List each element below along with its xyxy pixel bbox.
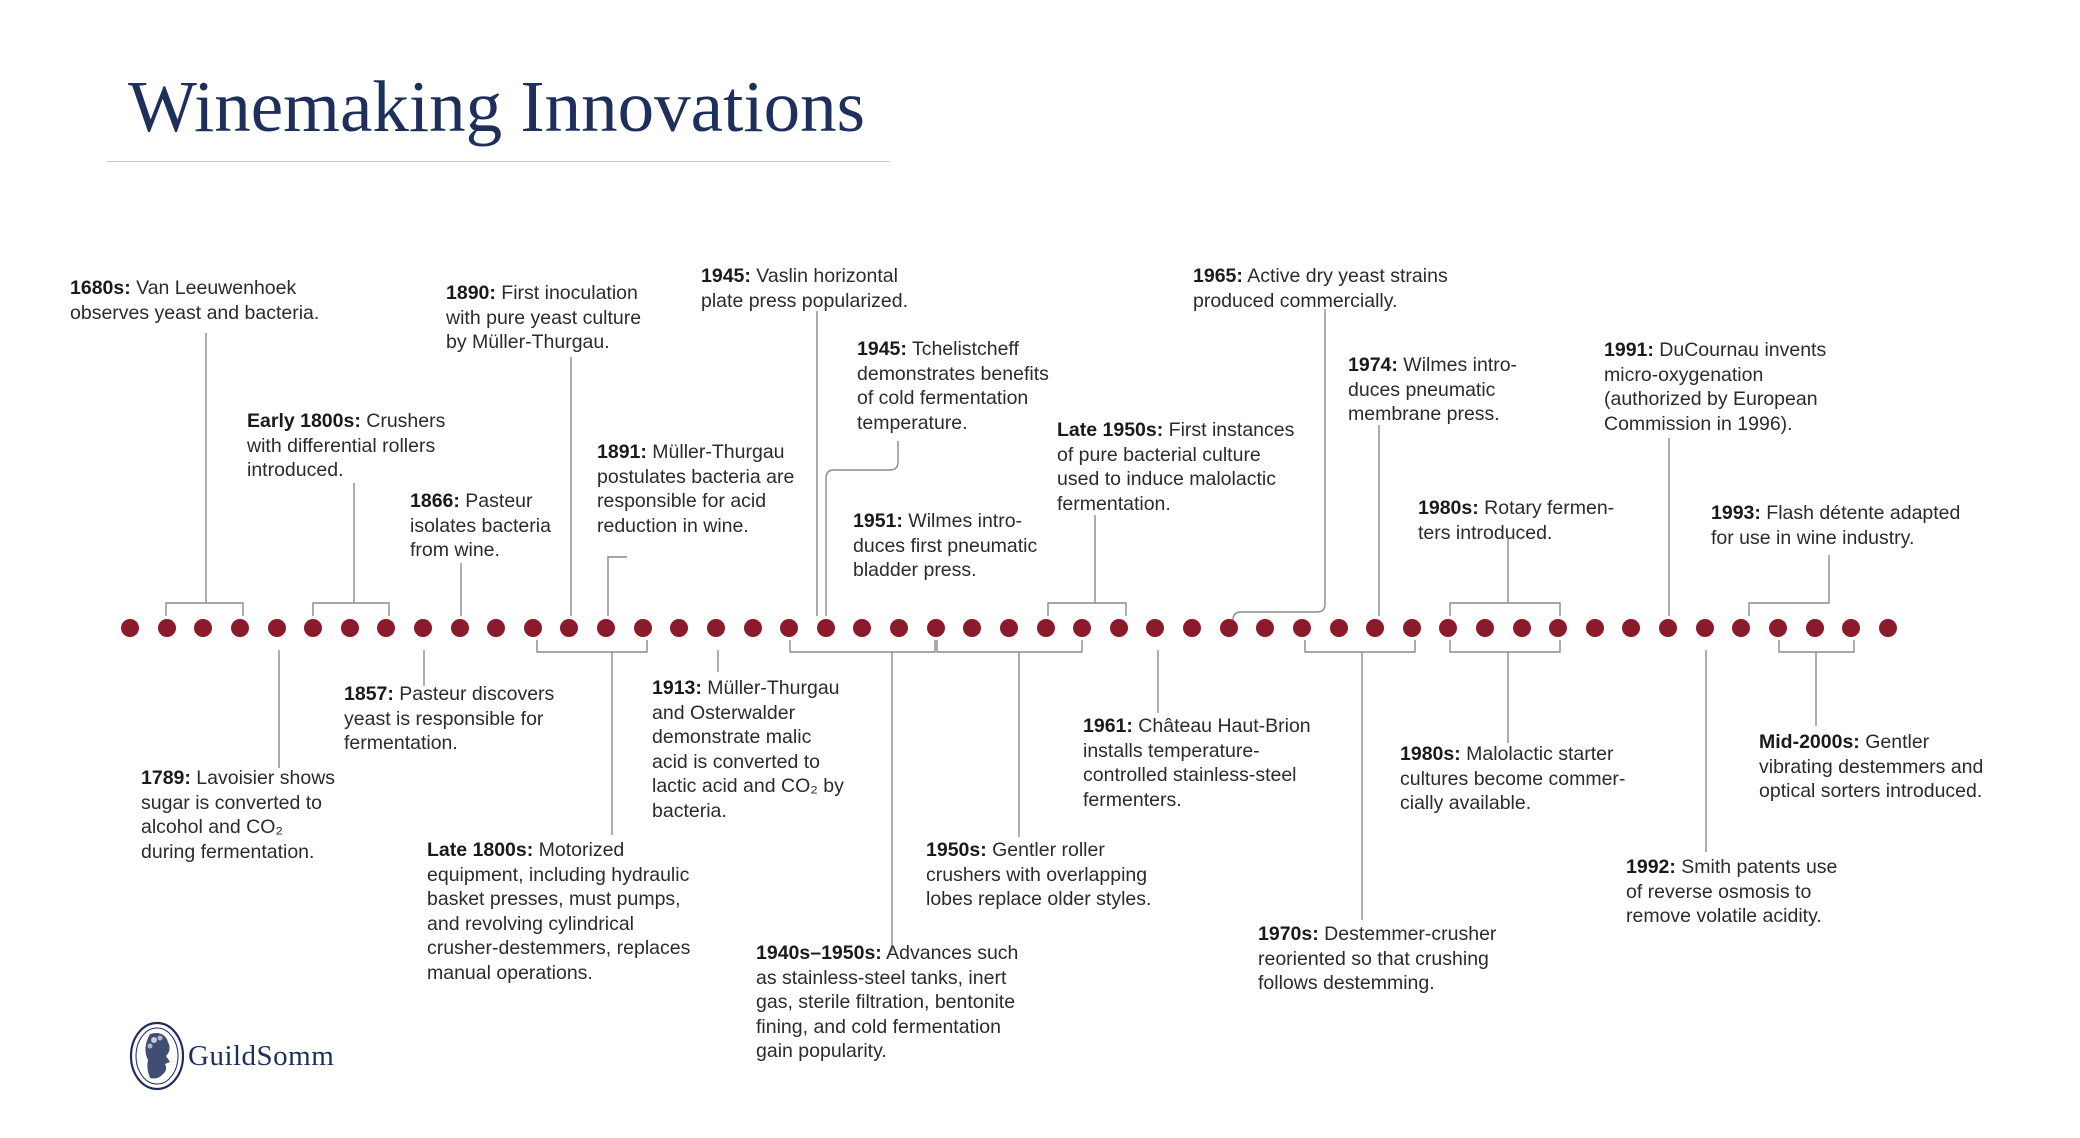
event-text: Active dry yeast strains [1247,265,1448,287]
event-text: demonstrates benefits [857,362,1049,385]
event-first-line [410,489,551,514]
event-text: for use in wine industry. [1711,526,1915,549]
event-text: Gentler roller [992,839,1105,861]
event-late-1800s [427,838,690,985]
event-text: isolates bacteria [410,514,551,537]
connector-1980s-malolactic [1450,640,1560,743]
event-text: bladder press. [853,559,977,581]
event-text: duces first pneumatic [853,534,1038,557]
event-1913 [652,676,844,823]
event-text: responsible for acid [597,490,767,512]
event-text: duces pneumatic [1348,378,1496,401]
event-text: Van Leeuwenhoek [136,277,297,299]
connector-1891 [608,557,627,616]
event-text: Lavoisier shows [196,767,336,789]
event-1945-vaslin [701,264,908,313]
event-text: Malolactic starter [1466,743,1614,765]
event-1980s-rotary [1418,496,1614,545]
event-year: 1866: [410,490,460,512]
event-year: 1951: [853,510,903,532]
event-text: with differential rollers [247,434,436,457]
event-text: (authorized by European [1604,388,1818,410]
event-text: reduction in wine. [597,514,749,537]
event-text: fining, and cold fermentation [756,1015,1001,1038]
timeline-dot [927,619,945,637]
guildsomm-logo [128,1020,368,1092]
event-text: Müller-Thurgau [652,441,785,463]
event-text: Gentler [1865,731,1930,753]
connector-1993 [1749,555,1829,616]
event-text: crushers with overlapping [926,863,1148,886]
event-year: 1940s–1950s: [756,942,882,964]
timeline-dot [1073,619,1091,637]
timeline-dot [744,619,762,637]
timeline-dot [1696,619,1714,637]
connector-early-1800s [313,483,389,616]
event-year: 1980s: [1400,743,1461,765]
event-first-line [427,838,690,863]
event-first-line [597,440,794,465]
event-year: 1913: [652,677,702,699]
event-first-line [1348,353,1517,378]
event-year: 1970s: [1258,923,1319,945]
event-text: crusher-destemmers, replaces [427,937,691,959]
timeline-dot [231,619,249,637]
event-text: as stainless-steel tanks, inert [756,966,1007,989]
event-text: equipment, including hydraulic [427,863,690,886]
event-first-line [1193,264,1448,289]
event-1991 [1604,338,1826,436]
event-text: by Müller-Thurgau. [446,331,610,353]
event-text: postulates bacteria are [597,465,795,488]
timeline-dot [1879,619,1897,637]
event-text: micro-oxygenation [1604,363,1764,386]
timeline-dot [341,619,359,637]
connector-1680s [166,333,243,616]
event-text: yeast is responsible for [344,707,544,730]
event-text: Commission in 1996). [1604,412,1793,435]
event-first-line [1400,742,1625,767]
event-text: fermentation. [344,732,458,754]
event-first-line [652,676,844,701]
event-year: Late 1950s: [1057,419,1164,441]
event-text: Wilmes intro- [1403,354,1518,376]
event-text: cially available. [1400,792,1532,814]
connector-1950s [937,640,1082,837]
event-year: 1980s: [1418,497,1479,519]
event-year: 1950s: [926,839,987,861]
event-text: Château Haut-Brion [1138,715,1311,737]
page-title: Winemaking Innovations [128,66,866,147]
event-first-line [1759,730,1983,755]
connector-mid-2000s [1779,640,1854,726]
event-first-line [446,281,641,306]
timeline-dot [1220,619,1238,637]
event-year: 1945: [857,338,907,360]
event-1965 [1193,264,1448,313]
timeline-dot [158,619,176,637]
timeline-dot [1110,619,1128,637]
connector-late-1950s [1048,515,1126,616]
event-text: First inoculation [501,282,638,304]
event-text: demonstrate malic [652,726,812,748]
event-first-line [1711,501,1960,526]
event-text: lactic acid and CO₂ by [652,775,844,797]
brand-wordmark: GuildSomm [188,1040,335,1072]
timeline-dot [1586,619,1604,637]
timeline-dot [524,619,542,637]
event-text: Motorized [538,839,625,861]
event-text: controlled stainless-steel [1083,764,1297,786]
event-text: membrane press. [1348,403,1500,425]
event-year: 1890: [446,282,496,304]
event-early-1800s [247,409,445,483]
event-late-1950s [1057,418,1294,516]
event-text: Destemmer-crusher [1324,923,1497,945]
event-first-line [1418,496,1614,521]
event-text: lobes replace older styles. [926,888,1152,910]
event-text: alcohol and CO₂ [141,816,283,838]
event-year: Mid-2000s: [1759,731,1860,753]
event-1866 [410,489,551,563]
timeline-dot [817,619,835,637]
event-text: bacteria. [652,799,727,822]
event-1951 [853,509,1037,583]
event-text: of pure bacterial culture [1057,443,1261,466]
event-year: 1965: [1193,265,1243,287]
event-year: 1945: [701,265,751,287]
event-year: 1891: [597,441,647,463]
timeline-dot [1330,619,1348,637]
event-text: cultures become commer- [1400,767,1626,790]
event-text: gas, sterile filtration, bentonite [756,991,1016,1013]
event-text: produced commercially. [1193,289,1398,312]
event-text: reoriented so that crushing [1258,947,1489,970]
event-text: DuCournau invents [1659,339,1827,361]
timeline-dot [1366,619,1384,637]
event-text: remove volatile acidity. [1626,905,1822,927]
event-text: Vaslin horizontal [756,265,898,287]
timeline-dot [1769,619,1787,637]
event-text: plate press popularized. [701,289,909,312]
event-1857 [344,682,554,756]
event-year: 1993: [1711,502,1761,524]
timeline-dot [1293,619,1311,637]
event-text: Pasteur discovers [399,683,555,705]
event-year: Early 1800s: [247,410,361,432]
event-first-line [1604,338,1826,363]
event-first-line [857,337,1049,362]
event-text: Crushers [366,410,446,432]
event-first-line [853,509,1037,534]
event-text: vibrating destemmers and [1759,755,1984,778]
timeline-dot [1806,619,1824,637]
event-text: Müller-Thurgau [707,677,840,699]
timeline-dot [890,619,908,637]
event-year: 1961: [1083,715,1133,737]
event-text: used to induce malolactic [1057,468,1276,490]
event-1680s [70,276,319,325]
event-text: Advances such [886,942,1019,964]
event-text: and revolving cylindrical [427,912,635,935]
event-1993 [1711,501,1960,550]
event-first-line [701,264,908,289]
timeline-dot [304,619,322,637]
event-year: Late 1800s: [427,839,534,861]
event-text: acid is converted to [652,750,821,773]
event-text: sugar is converted to [141,791,323,814]
event-first-line [926,838,1151,863]
event-text: follows destemming. [1258,972,1435,994]
event-first-line [1083,714,1311,739]
event-text: installs temperature- [1083,739,1260,762]
event-text: Wilmes intro- [908,510,1023,532]
event-text: First instances [1168,419,1295,441]
event-mid-2000s [1759,730,1983,804]
event-text: fermentation. [1057,492,1171,515]
event-1789 [141,766,335,864]
timeline-dot [1842,619,1860,637]
timeline-dot [1513,619,1531,637]
event-text: basket presses, must pumps, [427,888,681,910]
event-first-line [1258,922,1496,947]
timeline-dot [121,619,139,637]
event-year: 1974: [1348,354,1398,376]
connector-1970s [1305,640,1415,920]
event-year: 1857: [344,683,394,705]
event-1970s [1258,922,1496,996]
event-year: 1992: [1626,856,1676,878]
timeline-dot [1037,619,1055,637]
event-year: 1680s: [70,277,131,299]
event-text: with pure yeast culture [446,306,642,329]
event-text: during fermentation. [141,840,315,863]
timeline-dot [1476,619,1494,637]
event-first-line [247,409,445,434]
event-text: Smith patents use [1681,856,1838,878]
event-first-line [344,682,554,707]
event-first-line [1626,855,1837,880]
event-year: 1991: [1604,339,1654,361]
event-year: 1789: [141,767,191,789]
event-text: manual operations. [427,961,593,984]
event-first-line [141,766,335,791]
event-text: introduced. [247,459,344,481]
timeline-dot [707,619,725,637]
timeline-dot [597,619,615,637]
event-text: from wine. [410,539,500,561]
event-text: of reverse osmosis to [1626,880,1812,903]
timeline-dot [1183,619,1201,637]
event-1890 [446,281,641,355]
event-text: ters introduced. [1418,521,1553,544]
event-1940s-1950s [756,941,1018,1064]
timeline-dot [634,619,652,637]
event-text: gain popularity. [756,1040,887,1062]
timeline-dot [1659,619,1677,637]
event-text: and Osterwalder [652,701,796,724]
event-first-line [70,276,319,301]
event-text: temperature. [857,411,968,434]
event-text: Tchelistcheff [911,338,1019,360]
event-text: fermenters. [1083,788,1182,811]
event-first-line [1057,418,1294,443]
event-1891 [597,440,794,538]
event-text: observes yeast and bacteria. [70,301,320,324]
event-text: optical sorters introduced. [1759,780,1983,802]
event-1961 [1083,714,1311,812]
timeline-dot [268,619,286,637]
event-text: Pasteur [465,490,533,512]
event-1980s-malolactic [1400,742,1625,816]
timeline-dot [414,619,432,637]
event-1974 [1348,353,1517,427]
connector-1980s-rotary [1450,539,1560,616]
timeline-dot [1000,619,1018,637]
event-text: Flash détente adapted [1766,502,1961,524]
event-text: of cold fermentation [857,387,1029,409]
event-1950s [926,838,1151,912]
event-1992 [1626,855,1837,929]
event-text: Rotary fermen- [1484,497,1615,519]
event-1945-tchelistcheff [857,337,1049,435]
timeline-dot [451,619,469,637]
classical-profile-medallion-icon [128,1020,186,1092]
event-first-line [756,941,1018,966]
timeline-dot [1403,619,1421,637]
